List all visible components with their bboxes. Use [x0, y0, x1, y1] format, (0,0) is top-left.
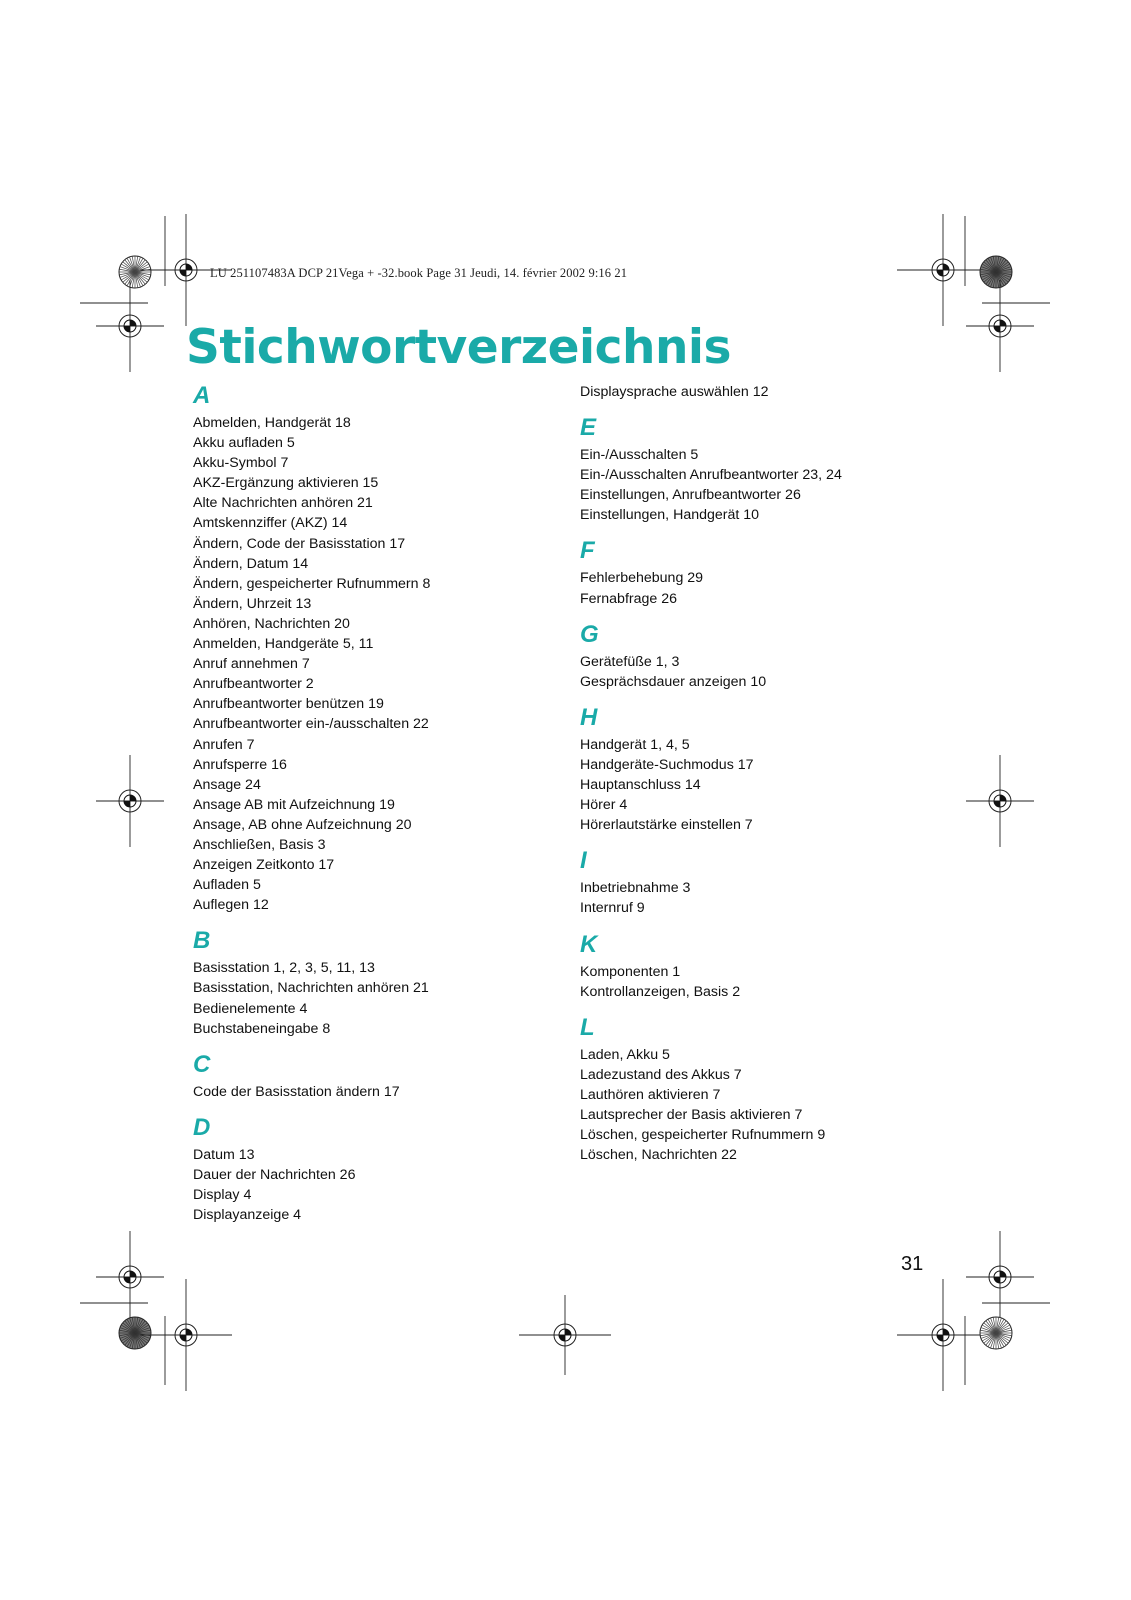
section-letter: B [193, 927, 211, 955]
index-column-right [580, 382, 950, 1165]
index-entry: Amtskennziffer (AKZ) 14 [193, 515, 348, 532]
index-entry: Basisstation 1, 2, 3, 5, 11, 13 [193, 960, 375, 977]
page-number: 31 [901, 1253, 924, 1275]
registration-target-icon [96, 1231, 164, 1323]
section-spacer [193, 915, 563, 927]
section-spacer [580, 835, 950, 847]
section-spacer [580, 402, 950, 414]
section-letter: E [580, 414, 597, 442]
section-spacer [580, 919, 950, 931]
index-entry: Fehlerbehebung 29 [580, 570, 704, 587]
index-entry: Komponenten 1 [580, 963, 681, 980]
registration-target-icon [897, 214, 989, 326]
section-spacer [580, 525, 950, 537]
index-section [193, 1102, 563, 1225]
index-entry: Dauer der Nachrichten 26 [193, 1166, 356, 1183]
index-entry: Anrufbeantworter 2 [193, 676, 314, 693]
index-entry: Löschen, Nachrichten 22 [580, 1147, 737, 1164]
index-section [193, 382, 563, 915]
section-spacer [193, 1039, 563, 1051]
index-entry: Kontrollanzeigen, Basis 2 [580, 983, 741, 1000]
index-entry: Lautsprecher der Basis aktivieren 7 [580, 1106, 803, 1123]
index-entry: Anmelden, Handgeräte 5, 11 [193, 636, 374, 653]
index-section [580, 835, 950, 918]
index-entry: Displayanzeige 4 [193, 1207, 302, 1224]
index-entry: Anschließen, Basis 3 [193, 836, 326, 853]
index-entry: Auflegen 12 [193, 897, 269, 914]
index-entry: Abmelden, Handgerät 18 [193, 415, 351, 431]
index-entry: Ändern, gespeicherter Rufnummern 8 [193, 575, 431, 592]
index-entry: Display 4 [193, 1187, 252, 1203]
section-letter: A [193, 382, 211, 409]
index-entry: Basisstation, Nachrichten anhören 21 [193, 980, 429, 997]
index-entry: Displaysprache auswählen 12 [580, 384, 769, 400]
index-entry: Einstellungen, Anrufbeantworter 26 [580, 487, 801, 504]
index-section [580, 692, 950, 835]
index-entry: Anhören, Nachrichten 20 [193, 615, 350, 632]
index-entry: Anrufsperre 16 [193, 756, 287, 773]
section-letter: C [193, 1050, 211, 1078]
index-entry: Lauthören aktivieren 7 [580, 1086, 721, 1103]
page-title: Stichwortverzeichnis [186, 320, 732, 375]
index-entry: Ändern, Uhrzeit 13 [193, 595, 312, 612]
index-entry: Datum 13 [193, 1146, 255, 1163]
index-section [580, 1002, 950, 1166]
registration-target-icon [966, 755, 1034, 847]
index-entry: Ansage, AB ohne Aufzeichnung 20 [193, 816, 412, 833]
registration-target-icon [897, 1279, 989, 1391]
index-entry: Anzeigen Zeitkonto 17 [193, 857, 335, 874]
index-entry: Code der Basisstation ändern 17 [193, 1083, 400, 1100]
index-entry: Handgeräte-Suchmodus 17 [580, 756, 754, 773]
index-entry: Anrufen 7 [193, 736, 255, 753]
section-letter: L [580, 1013, 595, 1041]
index-entry: Ansage AB mit Aufzeichnung 19 [193, 796, 395, 813]
index-entry: Ansage 24 [193, 776, 261, 793]
index-entry: Ladezustand des Akkus 7 [580, 1066, 742, 1083]
registration-target-icon [966, 1231, 1034, 1323]
index-entry: Ein-/Ausschalten Anrufbeantworter 23, 24 [580, 467, 842, 484]
index-entry: Einstellungen, Handgerät 10 [580, 507, 760, 524]
index-entry: Akku aufladen 5 [193, 435, 295, 452]
index-entry: Buchstabeneingabe 8 [193, 1020, 331, 1037]
index-entry: Anrufbeantworter benützen 19 [193, 696, 384, 713]
section-spacer [580, 692, 950, 704]
index-entry: Gesprächsdauer anzeigen 10 [580, 673, 767, 690]
section-letter: F [580, 537, 595, 565]
index-section [193, 1039, 563, 1102]
index-entry: Gerätefüße 1, 3 [580, 653, 680, 670]
section-spacer [580, 1002, 950, 1014]
section-letter: D [193, 1113, 211, 1141]
index-entry: Bedienelemente 4 [193, 1000, 308, 1017]
section-letter: G [580, 620, 599, 648]
section-letter: I [580, 847, 587, 875]
index-entry: Löschen, gespeicherter Rufnummern 9 [580, 1127, 826, 1144]
index-entry: Internruf 9 [580, 900, 645, 917]
registration-target-icon [96, 755, 164, 847]
index-entry: Hauptanschluss 14 [580, 777, 701, 794]
section-spacer [580, 609, 950, 621]
index-section [580, 382, 950, 402]
index-entry: Aufladen 5 [193, 877, 261, 894]
section-letter: H [580, 703, 598, 731]
index-column-left [193, 382, 563, 1225]
index-entry: Akku-Symbol 7 [193, 455, 289, 472]
index-section [580, 919, 950, 1002]
color-bar-star-icon [980, 1317, 1012, 1349]
index-entry: Alte Nachrichten anhören 21 [193, 495, 373, 512]
index-entry: Laden, Akku 5 [580, 1046, 670, 1063]
color-bar-star-icon [119, 256, 151, 288]
index-entry: Ein-/Ausschalten 5 [580, 447, 699, 464]
index-entry: Anrufbeantworter ein-/ausschalten 22 [193, 716, 429, 733]
section-letter: K [580, 930, 598, 958]
registration-target-icon [96, 280, 164, 372]
index-entry: Hörerlautstärke einstellen 7 [580, 817, 753, 834]
index-entry: Anruf annehmen 7 [193, 656, 310, 673]
index-entry: Ändern, Code der Basisstation 17 [193, 535, 406, 552]
index-entry: Handgerät 1, 4, 5 [580, 736, 690, 753]
index-entry: Fernabfrage 26 [580, 590, 678, 607]
index-section [580, 402, 950, 525]
registration-target-icon [966, 280, 1034, 372]
index-entry: Inbetriebnahme 3 [580, 880, 691, 897]
index-section [193, 915, 563, 1038]
section-spacer [193, 1102, 563, 1114]
registration-target-icon [140, 1279, 232, 1391]
index-entry: AKZ-Ergänzung aktivieren 15 [193, 475, 379, 492]
index-section [580, 525, 950, 608]
index-entry: Ändern, Datum 14 [193, 555, 309, 572]
color-bar-star-icon [980, 256, 1012, 288]
index-section [580, 609, 950, 692]
print-slug-header: LU 251107483A DCP 21Vega + -32.book Page 31 Jeudi, 14. février 2002 9:16 21 [210, 266, 628, 280]
registration-target-icon [519, 1295, 611, 1375]
index-entry: Hörer 4 [580, 797, 628, 814]
color-bar-star-icon [119, 1317, 151, 1349]
